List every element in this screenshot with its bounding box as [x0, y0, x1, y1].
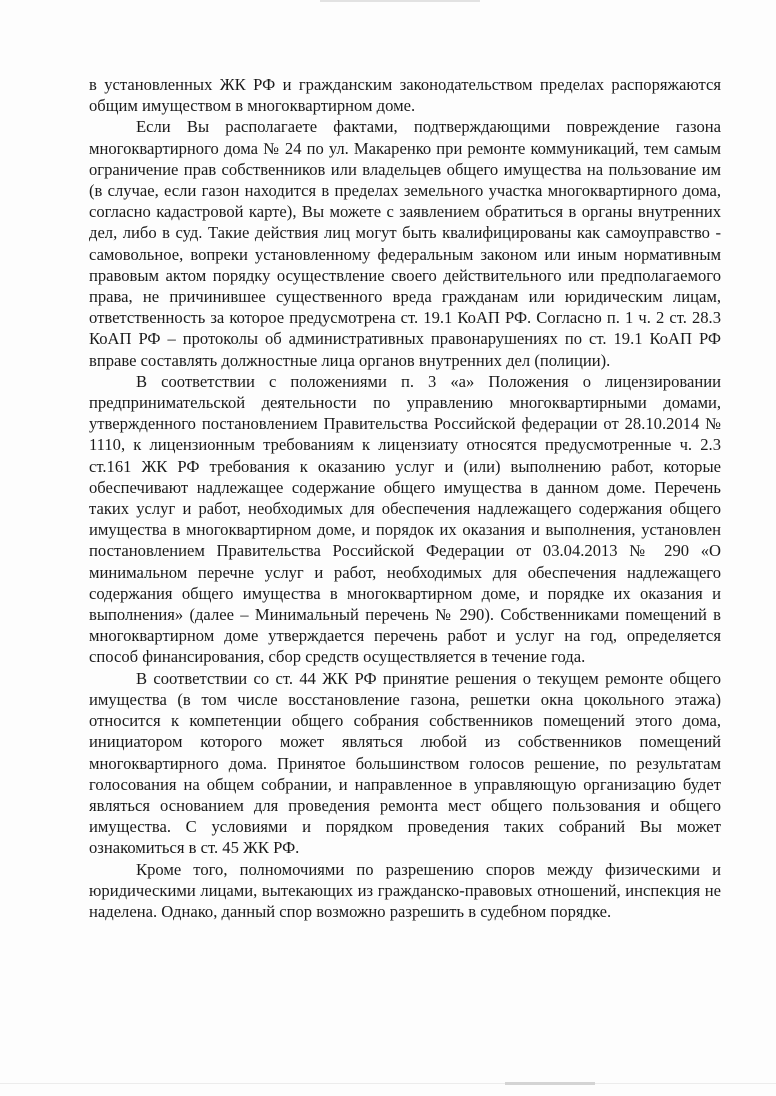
scan-edge-mark — [505, 1082, 595, 1085]
paragraph-general-meeting: В соответствии со ст. 44 ЖК РФ принятие решения о текущем ремонте общего имущества (в том числе восстановление газона, решетки окна цокольного этажа) относится к компетенции общего собрания собственников помещений этого дома, инициатором которого может являться любой из собственников помещений многоквартирного дома. Принятое большинством голосов решение, по результатам голосования на общем собрании, и направленное в управляющую организацию будет являться основанием для проведения ремонта мест общего пользования и общего имущества. С условиями и порядком проведения таких собраний Вы может ознакомиться в ст. 45 ЖК РФ. — [89, 668, 721, 858]
scan-edge-bottom — [0, 1083, 776, 1084]
paragraph-continuation: в установленных ЖК РФ и гражданским законодательством пределах распоряжаются общим имуществом в многоквартирном доме. — [89, 75, 721, 116]
paragraph-disputes: Кроме того, полномочиями по разрешению споров между физическими и юридическими лицами, вытекающих из гражданско-правовых отношений, инспекция не наделена. Однако, данный спор возможно разрешить в судебном порядке. — [89, 859, 721, 921]
paragraph-lawn-damage: Если Вы располагаете фактами, подтверждающими повреждение газона многоквартирного дома № 24 по ул. Макаренко при ремонте коммуникаций, тем самым ограничение прав собственников или владельцев общего имущества на пользование им (в случае, если газон находится в пределах земельного участка многоквартирного дома, согласно кадастровой карте), Вы можете с заявлением обратиться в органы внутренних дел, либо в суд. Такие действия лиц могут быть квалифицированы как самоуправство - самовольное, вопреки установленному федеральным законом или иным нормативным правовым актом порядку осуществление своего действительного или предполагаемого права, не причинившее существенного вреда гражданам или юридическим лицам, ответственность за которое предусмотрена ст. 19.1 КоАП РФ. Согласно п. 1 ч. 2 ст. 28.3 КоАП РФ – протоколы об административных правонарушениях по ст. 19.1 КоАП РФ вправе составлять должностные лица органов внутренних дел (полиции). — [89, 117, 721, 370]
paragraph-licensing: В соответствии с положениями п. 3 «а» Положения о лицензировании предпринимательской деятельности по управлению многоквартирными домами, утвержденного постановлением Правительства Российской федерации от 28.10.2014 № 1110, к лицензионным требованиям к лицензиату относятся предусмотренные ч. 2.3 ст.161 ЖК РФ требования к оказанию услуг и (или) выполнению работ, которые обеспечивают надлежащее содержание общего имущества в данном доме. Перечень таких услуг и работ, необходимых для обеспечения надлежащего содержания общего имущества в многоквартирном доме, и порядок их оказания и выполнения, установлен постановлением Правительства Российской Федерации от 03.04.2013 № 290 «О минимальном перечне услуг и работ, необходимых для обеспечения надлежащего содержания общего имущества в многоквартирном доме, и порядке их оказания и выполнения» (далее – Минимальный перечень № 290). Собственниками помещений в многоквартирном доме утверждается перечень работ и услуг на год, определяется способ финансирования, сбор средств осуществляется в течение года. — [89, 371, 721, 667]
scan-edge-top — [320, 0, 480, 2]
letter-body — [89, 74, 721, 922]
